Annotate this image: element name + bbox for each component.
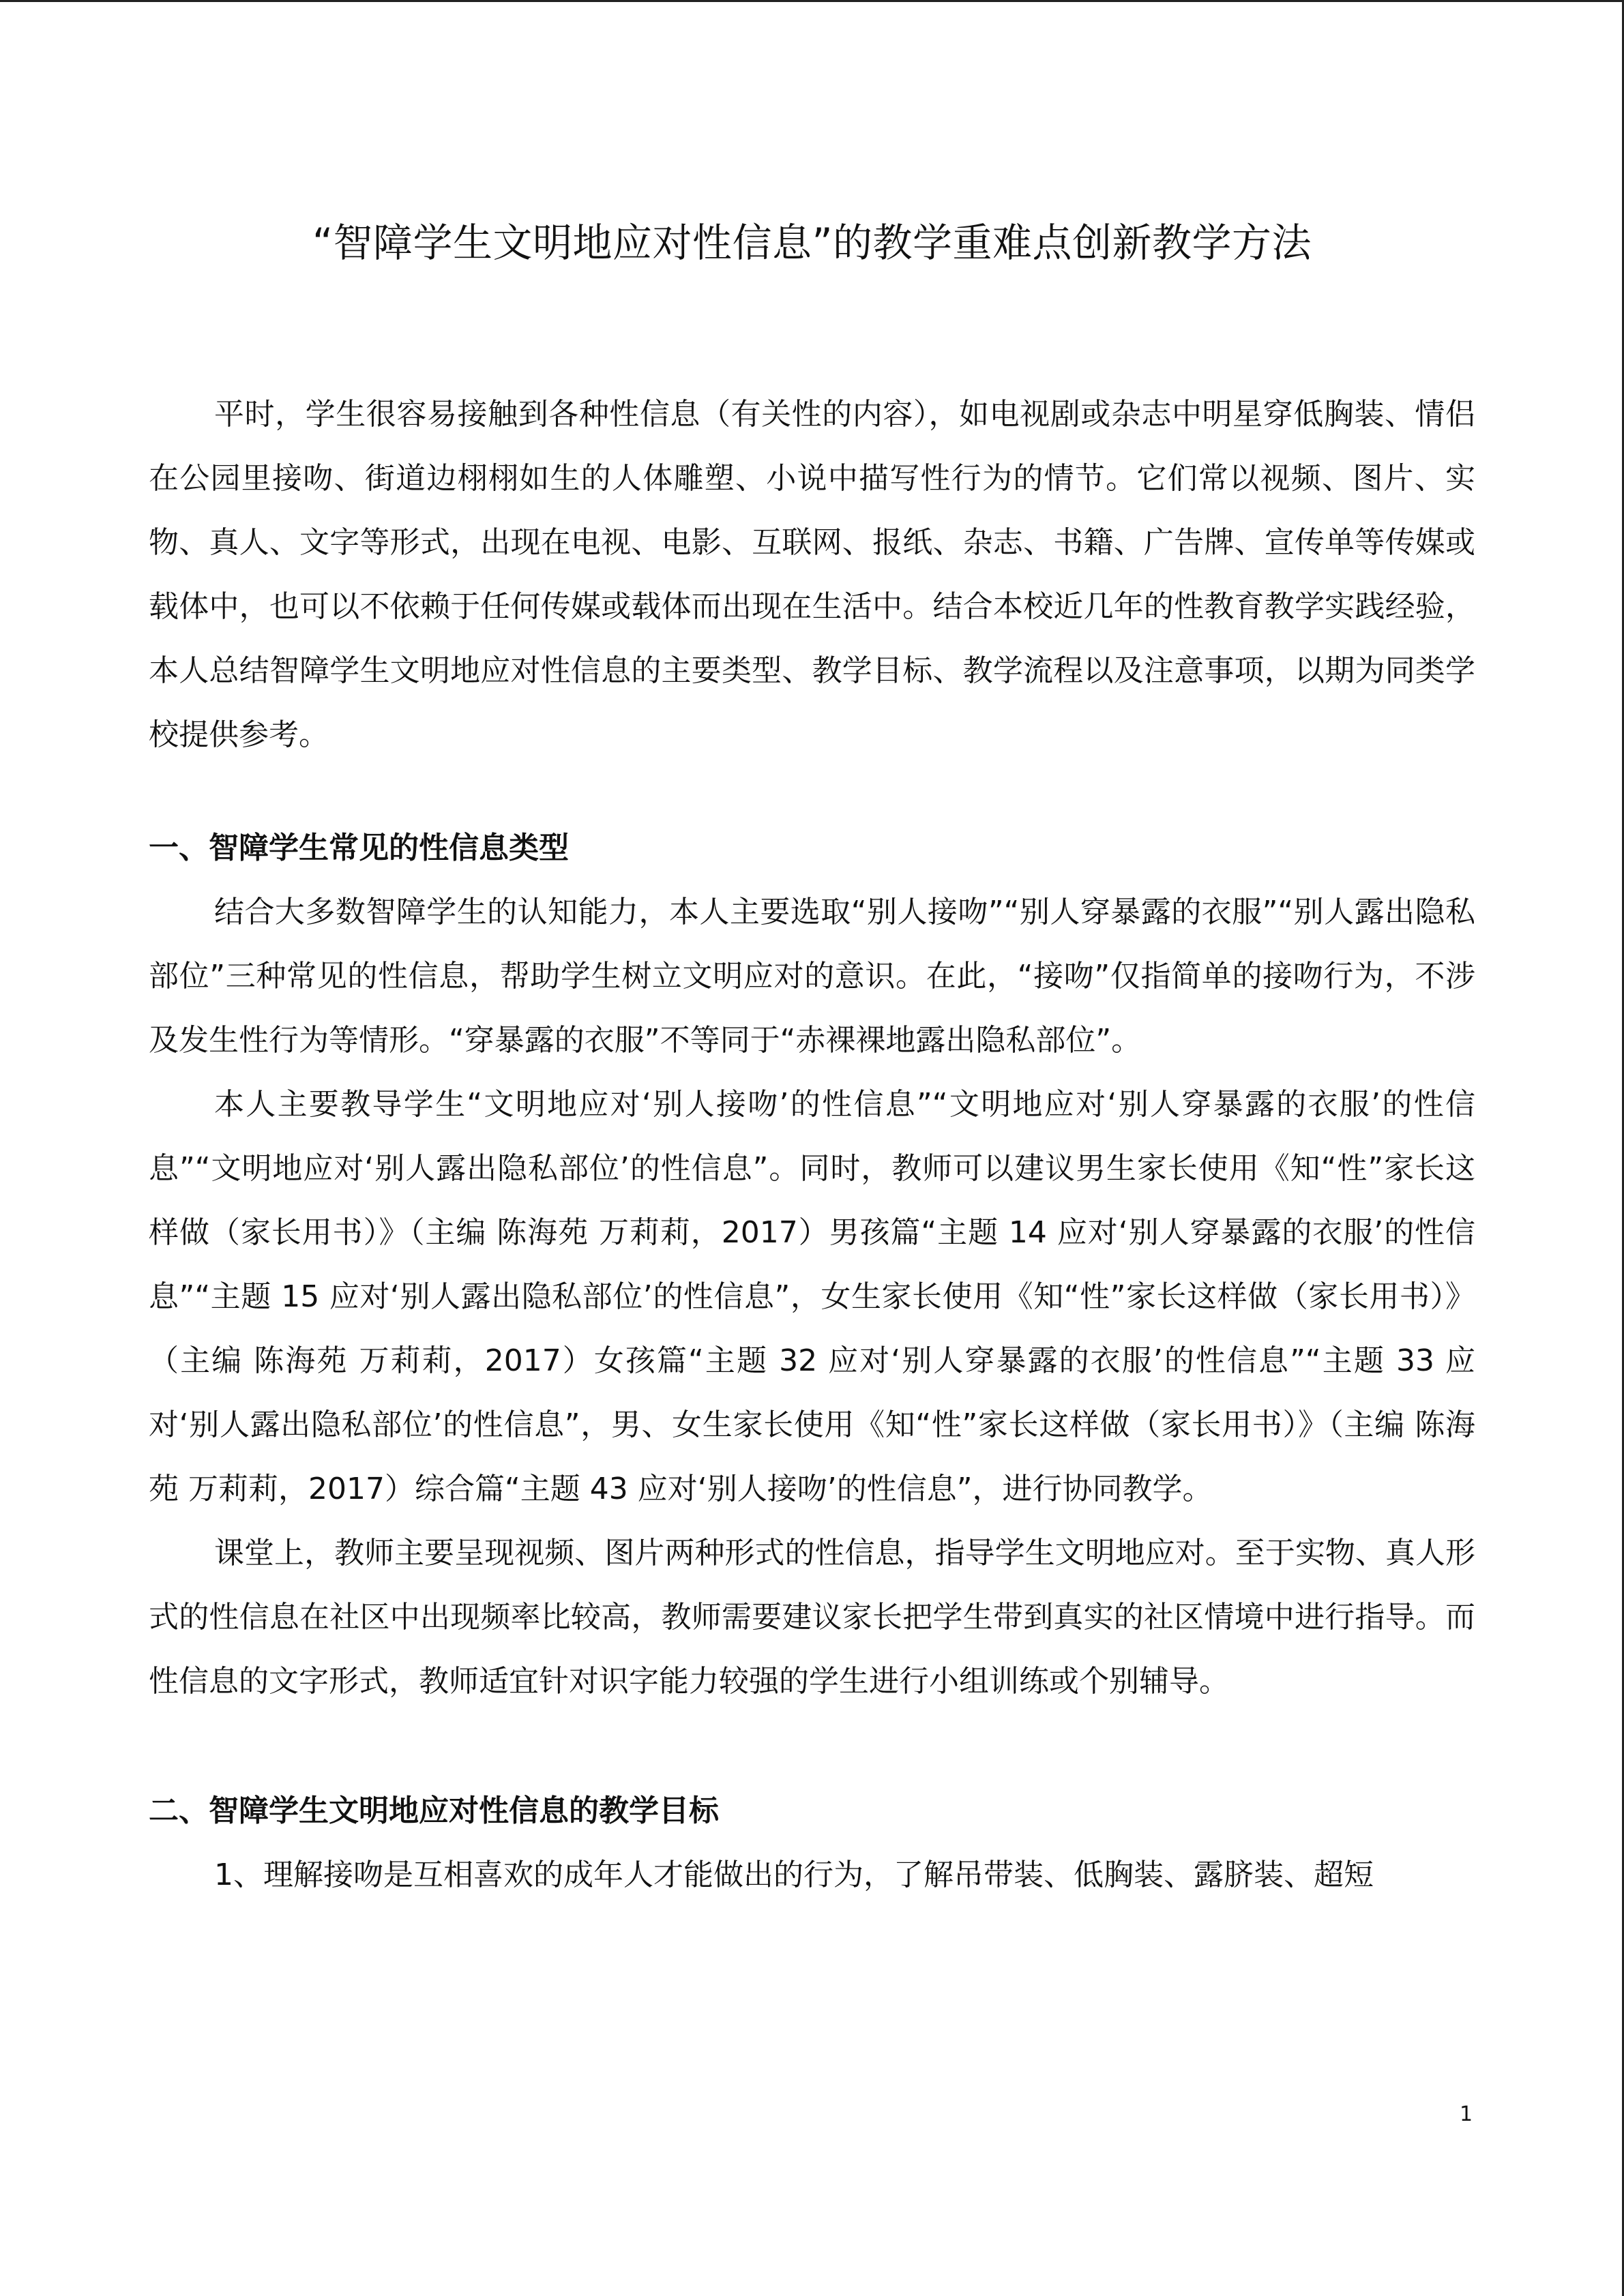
section-2-paragraph-1: 1、理解接吻是互相喜欢的成年人才能做出的行为，了解吊带装、低胸装、露脐装、超短 xyxy=(214,1858,1374,1892)
intro-paragraph: 平时，学生很容易接触到各种性信息（有关性的内容），如电视剧或杂志中明星穿低胸装、情侣在公园里接吻、街道边栩栩如生的人体雕塑、小说中描写性行为的情节。它们常以视频、图片、实物、真人、文字等形式，出现在电视、电影、互联网、报纸、杂志、书籍、广告牌、宣传单等传媒或载体中，也可以不依赖于任何传媒或载体而出现在生活中。结合本校近几年的性教育教学实践经验，本人总结智障学生文明地应对性信息的主要类型、教学目标、教学流程以及注意事项，以期为同类学校提供参考。 xyxy=(149,397,1475,752)
spacer xyxy=(149,279,1475,383)
page-number: 1 xyxy=(1460,2102,1473,2126)
spacer xyxy=(149,1714,1475,1779)
section-1-paragraph-2: 本人主要教导学生“文明地应对‘别人接吻’的性信息”“文明地应对‘别人穿暴露的衣服’的性信息”“文明地应对‘别人露出隐私部位’的性信息”。同时，教师可以建议男生家长使用《知“性”家长这样做（家长用书）》（主编 陈海苑 万莉莉，2017）男孩篇“主题 14 应对‘别人穿暴露的衣服’的性信息”“主题 15 应对‘别人露出隐私部位’的性信息”，女生家长使用《知“性”家长这样做（家长用书）》（主编 陈海苑 万莉莉，2017）女孩篇“主题 32 应对‘别人穿暴露的衣服’的性信息”“主题 33 应对‘别人露出隐私部位’的性信息”，男、女生家长使用《知“性”家长这样做（家长用书）》（主编 陈海苑 万莉莉，2017）综合篇“主题 43 应对‘别人接吻’的性信息”，进行协同教学。 xyxy=(149,1087,1475,1506)
section-1-paragraph-3: 课堂上，教师主要呈现视频、图片两种形式的性信息，指导学生文明地应对。至于实物、真人形式的性信息在社区中出现频率比较高，教师需要建议家长把学生带到真实的社区情境中进行指导。而性信息的文字形式，教师适宜针对识字能力较强的学生进行小组训练或个别辅导。 xyxy=(149,1536,1475,1699)
section-2-heading: 二、智障学生文明地应对性信息的教学目标 xyxy=(149,1793,719,1828)
section-1-paragraph-1: 结合大多数智障学生的认知能力，本人主要选取“别人接吻”“别人穿暴露的衣服”“别人露出隐私部位”三种常见的性信息，帮助学生树立文明应对的意识。在此，“接吻”仅指简单的接吻行为，不涉及发生性行为等情形。“穿暴露的衣服”不等同于“赤裸裸地露出隐私部位”。 xyxy=(149,895,1475,1058)
document-body xyxy=(149,207,1475,1907)
document-title: “智障学生文明地应对性信息”的教学重难点创新教学方法 xyxy=(312,220,1312,266)
section-1-heading: 一、智障学生常见的性信息类型 xyxy=(149,831,569,865)
spacer xyxy=(149,767,1475,816)
